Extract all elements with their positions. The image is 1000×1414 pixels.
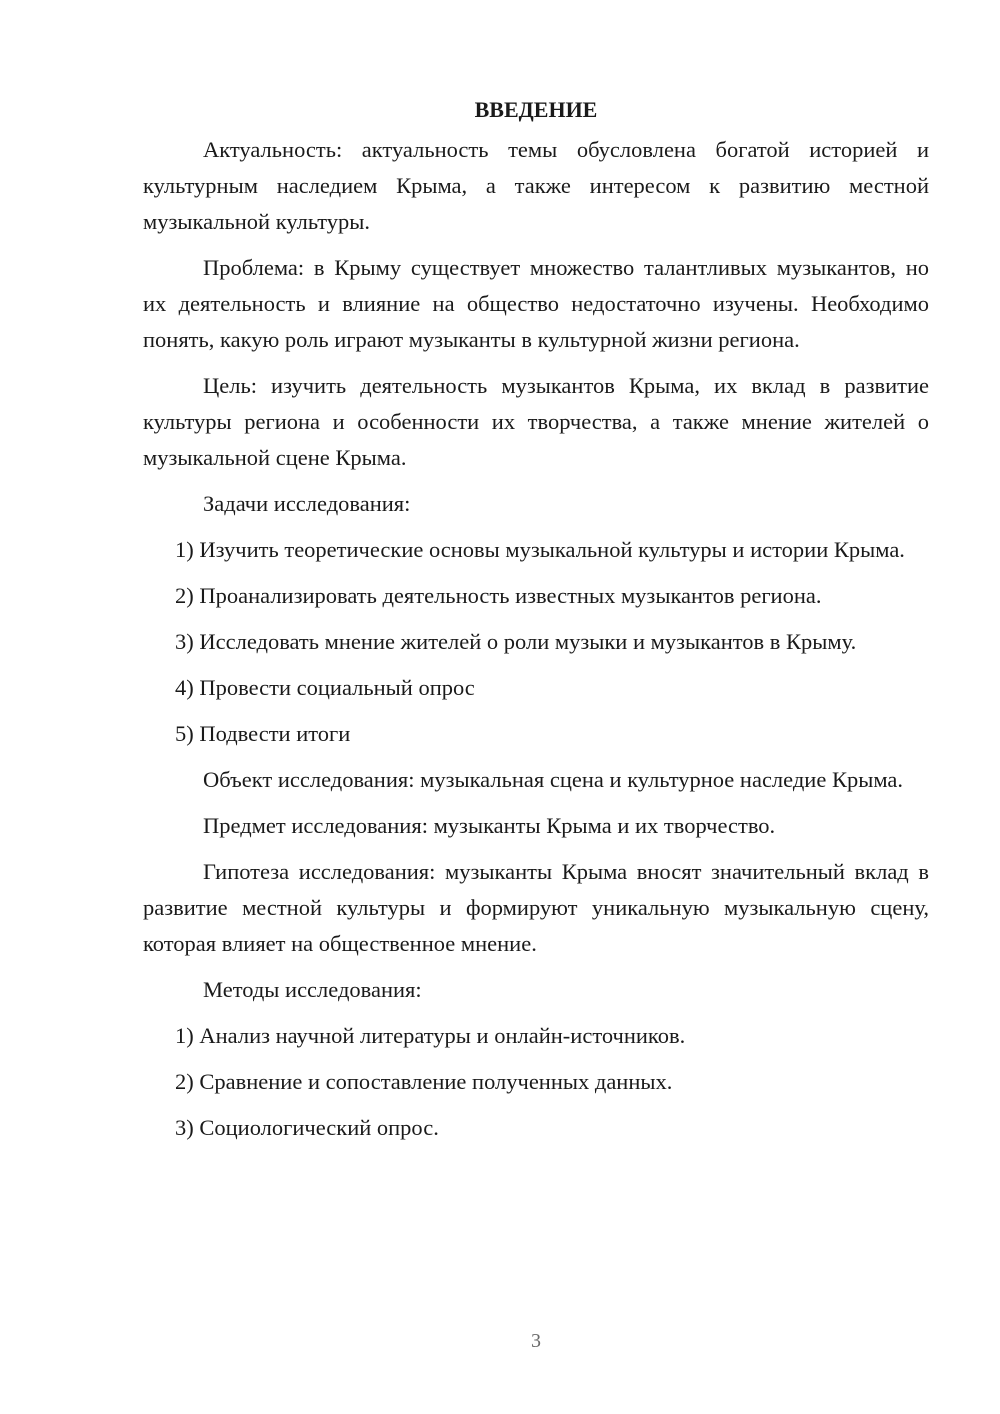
task-item: 1) Изучить теоретические основы музыкальной культуры и истории Крыма. xyxy=(175,537,905,562)
methods-heading: Методы исследования: xyxy=(203,977,422,1002)
page-number: 3 xyxy=(531,1330,541,1352)
method-item: 1) Анализ научной литературы и онлайн-источников. xyxy=(175,1023,686,1048)
method-item: 3) Социологический опрос. xyxy=(175,1115,439,1140)
page-title: ВВЕДЕНИЕ xyxy=(474,97,598,122)
document-page xyxy=(143,92,929,1156)
subject-paragraph: Предмет исследования: музыканты Крыма и их творчество. xyxy=(203,813,776,838)
hypothesis-paragraph: Гипотеза исследования: музыканты Крыма вносят значительный вклад в развитие местной культуры и формируют уникальную музыкальную сцену, которая влияет на общественное мнение. xyxy=(143,859,929,956)
problem-paragraph: Проблема: в Крыму существует множество талантливых музыкантов, но их деятельность и влияние на общество недостаточно изучены. Необходимо понять, какую роль играют музыканты в культурной жизни региона. xyxy=(143,255,929,352)
task-item: 2) Проанализировать деятельность известных музыкантов региона. xyxy=(175,583,822,608)
method-item: 2) Сравнение и сопоставление полученных данных. xyxy=(175,1069,673,1094)
task-item: 3) Исследовать мнение жителей о роли музыки и музыкантов в Крыму. xyxy=(175,629,857,654)
goal-paragraph: Цель: изучить деятельность музыкантов Крыма, их вклад в развитие культуры региона и особенности их творчества, а также мнение жителей о музыкальной сцене Крыма. xyxy=(143,373,929,470)
object-paragraph: Объект исследования: музыкальная сцена и культурное наследие Крыма. xyxy=(203,767,904,792)
tasks-list xyxy=(143,532,929,752)
methods-list xyxy=(143,1018,929,1146)
task-item: 5) Подвести итоги xyxy=(175,721,351,746)
task-item: 4) Провести социальный опрос xyxy=(175,675,475,700)
relevance-paragraph: Актуальность: актуальность темы обусловлена богатой историей и культурным наследием Крыма, а также интересом к развитию местной музыкальной культуры. xyxy=(143,137,929,234)
tasks-heading: Задачи исследования: xyxy=(203,491,411,516)
